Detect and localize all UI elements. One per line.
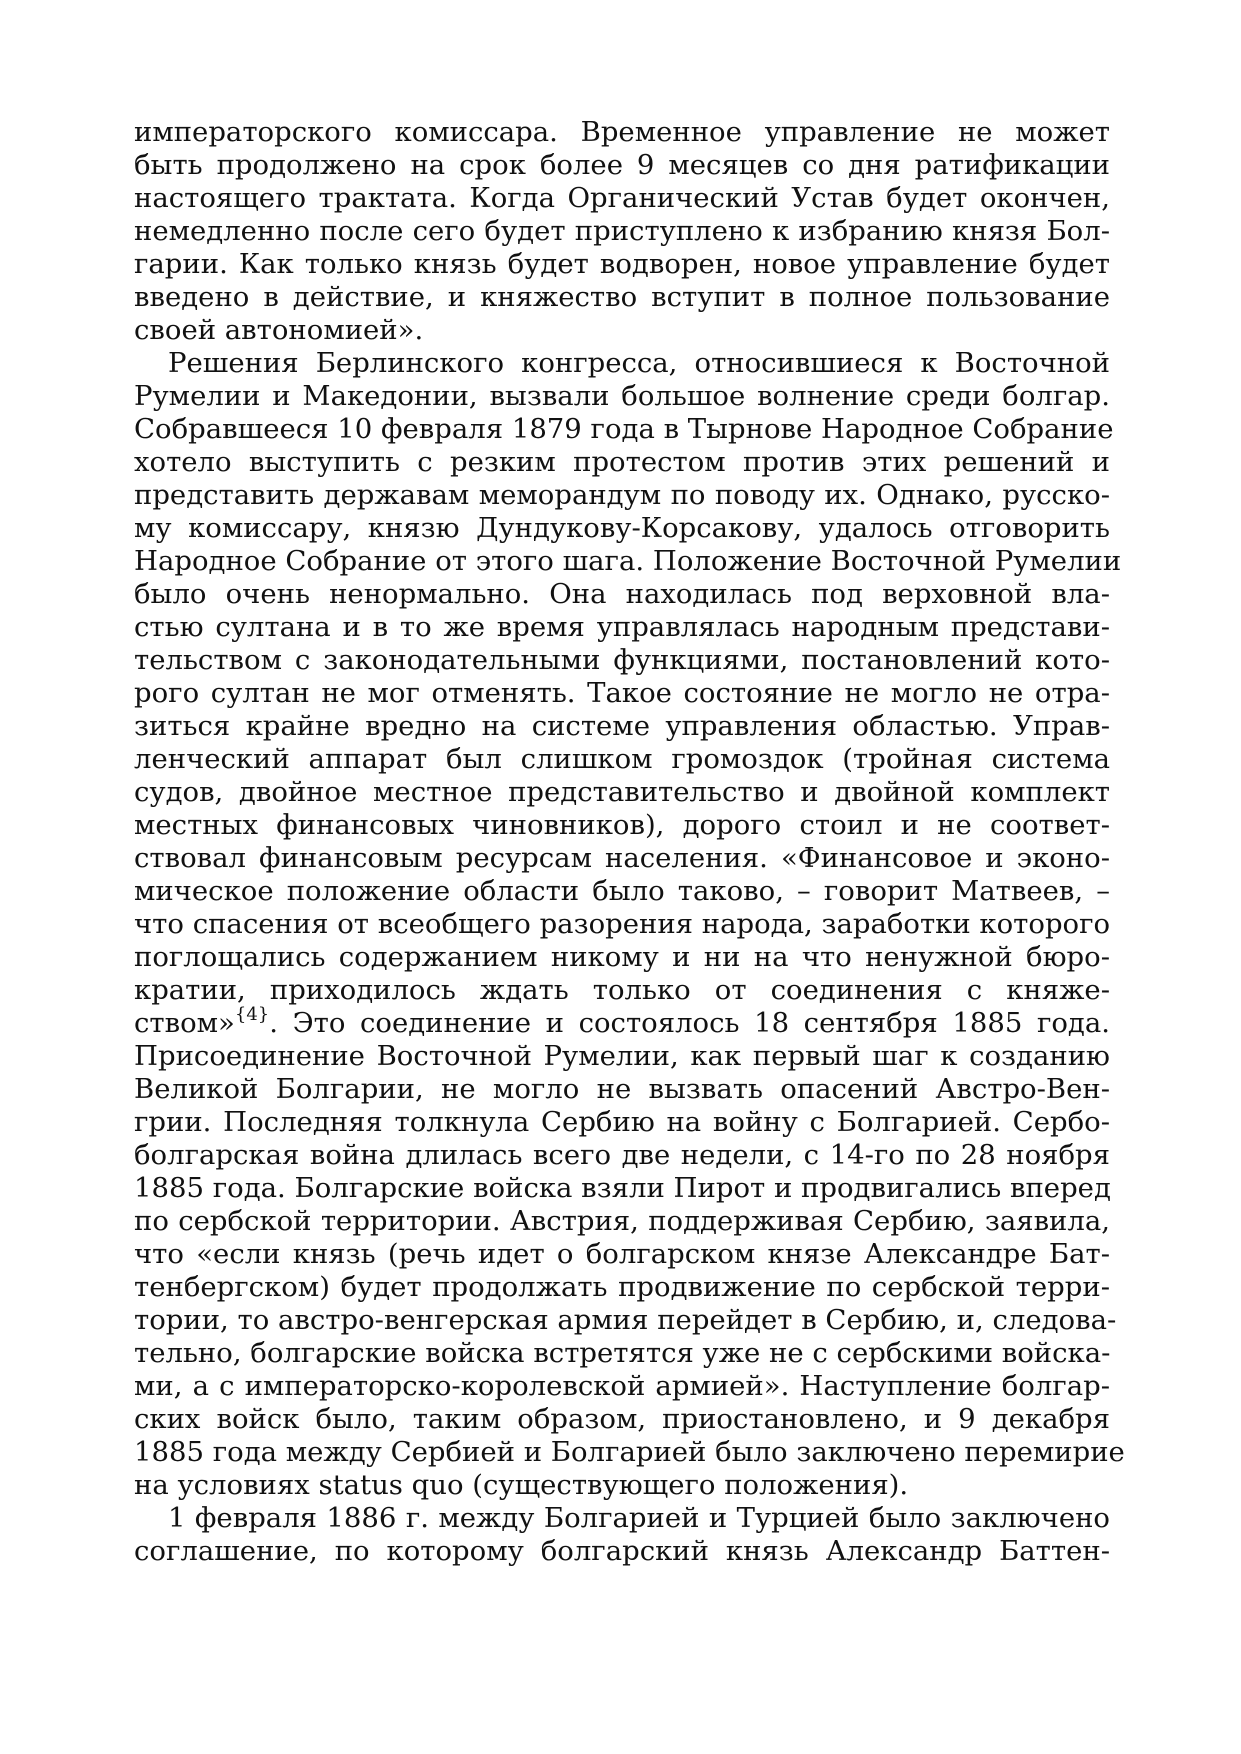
text-line: что спасения от всеобщего разорения народа, заработки которого (134, 908, 1111, 940)
text-line: своей автономией». (134, 314, 424, 346)
text-line: 1 февраля 1886 г. между Болгарией и Турцией было заключено (168, 1502, 1110, 1534)
text-line: что «если князь (речь идет о болгарском князе Александре Бат- (134, 1238, 1110, 1270)
text-line: введено в действие, и княжество вступит в полное пользование (134, 281, 1110, 313)
text-line: настоящего трактата. Когда Органический Устав будет окончен, (134, 182, 1110, 214)
text-line: императорского комиссара. Временное управление не может (134, 116, 1110, 148)
text-line: немедленно после сего будет приступлено к избранию князя Бол- (134, 215, 1110, 247)
text-line: хотело выступить с резким протестом против этих решений и (134, 446, 1110, 478)
text-line-with-footnote (134, 1004, 1110, 1040)
paragraph-2 (134, 347, 1125, 1502)
text-line: болгарская война длилась всего две недели, с 14-го по 28 ноября (134, 1139, 1110, 1171)
text-line: стью султана и в то же время управлялась народным представи- (134, 611, 1110, 643)
page-text (134, 116, 1125, 1568)
footnote-reference[interactable]: {4} (234, 1004, 270, 1025)
text-line: рого султан не мог отменять. Такое состояние не могло не отра- (134, 677, 1110, 709)
text-line: на условиях status quo (существующего положения). (134, 1469, 909, 1501)
text-line: 1885 года. Болгарские войска взяли Пирот и продвигались вперед (134, 1172, 1111, 1204)
text-line: было очень ненормально. Она находилась под верховной вла- (134, 578, 1110, 610)
text-line: ских войск было, таким образом, приостановлено, и 9 декабря (134, 1403, 1110, 1435)
text-line: Великой Болгарии, не могло не вызвать опасений Австро-Вен- (134, 1073, 1110, 1105)
text-line: ми, а с императорско-королевской армией». Наступление болгар- (134, 1370, 1110, 1402)
text-line: мическое положение области было таково, – говорит Матвеев, – (134, 875, 1110, 907)
text-fragment: . Это соединение и состоялось 18 сентября 1885 года. (269, 1007, 1110, 1039)
text-line: тенбергском) будет продолжать продвижение по сербской терри- (134, 1271, 1110, 1303)
text-line: представить державам меморандум по поводу их. Однако, русско- (134, 479, 1110, 511)
text-line: Собравшееся 10 февраля 1879 года в Тырнове Народное Собрание (134, 413, 1114, 445)
text-line: тельством с законодательными функциями, постановлений кото- (134, 644, 1110, 676)
text-line: зиться крайне вредно на системе управления областью. Управ- (134, 710, 1110, 742)
text-line: грии. Последняя толкнула Сербию на войну с Болгарией. Сербо- (134, 1106, 1110, 1138)
text-fragment: ством» (134, 1007, 235, 1039)
text-line: тории, то австро-венгерская армия перейдет в Сербию, и, следова- (134, 1304, 1117, 1336)
text-line: местных финансовых чиновников), дорого стоил и не соответ- (134, 809, 1110, 841)
text-line: судов, двойное местное представительство и двойной комплект (134, 776, 1110, 808)
text-line: му комиссару, князю Дундукову-Корсакову, удалось отговорить (134, 512, 1110, 544)
text-line: поглощались содержанием никому и ни на что ненужной бюро- (134, 941, 1110, 973)
text-line: Народное Собрание от этого шага. Положение Восточной Румелии (134, 545, 1122, 577)
text-line: по сербской территории. Австрия, поддерживая Сербию, заявила, (134, 1205, 1110, 1237)
paragraph-3 (134, 1502, 1110, 1568)
text-line: Румелии и Македонии, вызвали большое волнение среди болгар. (134, 380, 1110, 412)
text-line: быть продолжено на срок более 9 месяцев со дня ратификации (134, 149, 1110, 181)
text-line: ленческий аппарат был слишком громоздок (тройная система (134, 743, 1110, 775)
text-line: соглашение, по которому болгарский князь Александр Баттен- (134, 1535, 1110, 1567)
text-line: Присоединение Восточной Румелии, как первый шаг к созданию (134, 1040, 1110, 1072)
text-line: гарии. Как только князь будет водворен, новое управление будет (134, 248, 1110, 280)
text-line: Решения Берлинского конгресса, относившиеся к Восточной (168, 347, 1110, 379)
text-line: кратии, приходилось ждать только от соединения с княже- (134, 974, 1110, 1006)
text-line: ствовал финансовым ресурсам населения. «Финансовое и эконо- (134, 842, 1110, 874)
text-line: тельно, болгарские войска встретятся уже не с сербскими войска- (134, 1337, 1111, 1369)
text-line: 1885 года между Сербией и Болгарией было заключено перемирие (134, 1436, 1125, 1468)
paragraph-1 (134, 116, 1110, 347)
